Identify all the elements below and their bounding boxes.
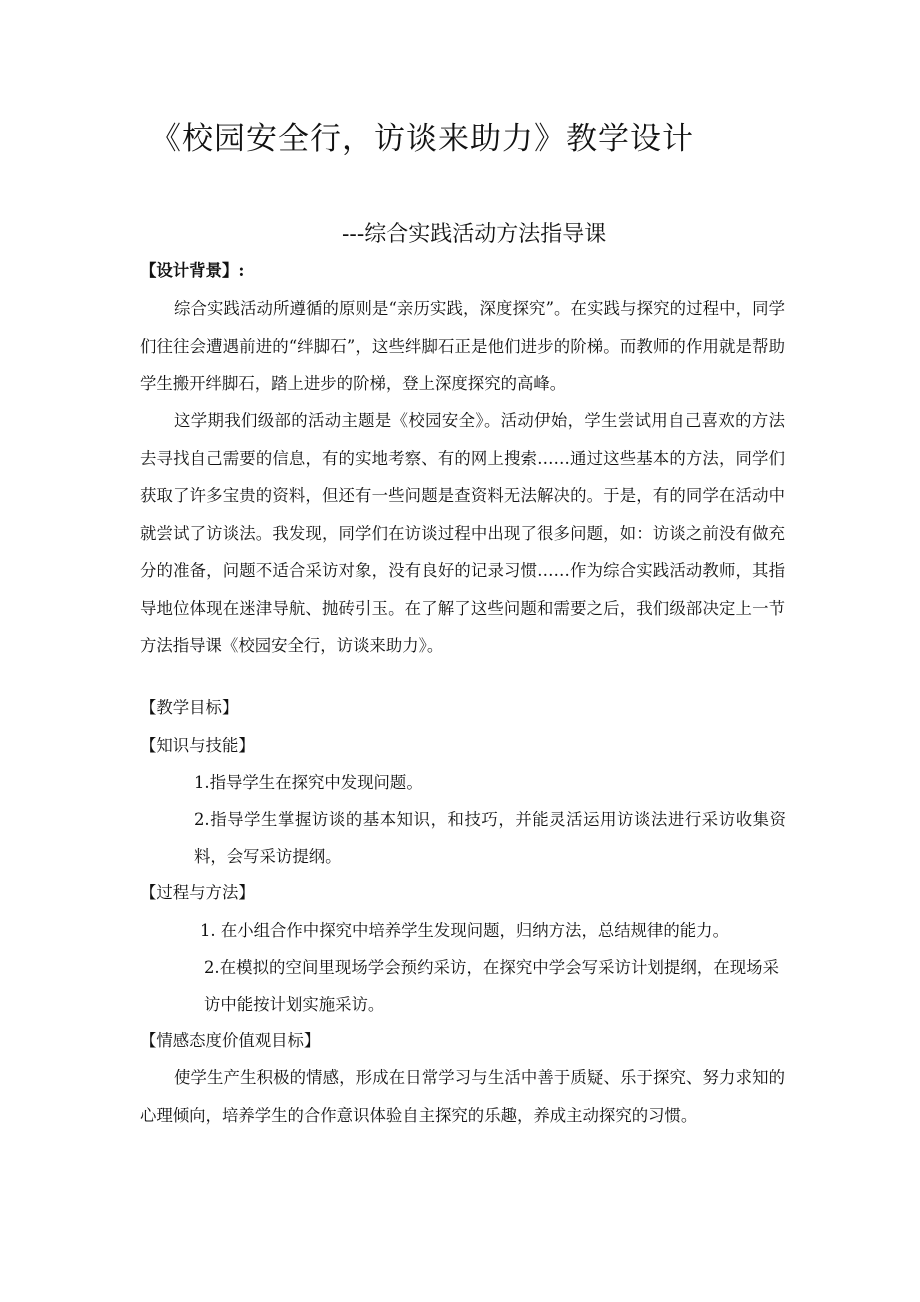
teaching-goals-heading: 【教学目标】 — [140, 698, 239, 717]
emotion-values-heading: 【情感态度价值观目标】 — [140, 1031, 321, 1050]
design-background-heading: 【设计背景】: — [140, 261, 245, 280]
knowledge-skills-heading: 【知识与技能】 — [140, 736, 255, 755]
process-method-heading: 【过程与方法】 — [140, 883, 255, 902]
process-method-item-2: 2.在模拟的空间里现场学会预约采访，在探究中学会写采访计划提纲，在现场采访中能按计划实施采访。 — [204, 958, 779, 1014]
document-subtitle: ---综合实践活动方法指导课 — [342, 222, 607, 247]
knowledge-skills-item-1: 1.指导学生在探究中发现问题。 — [194, 773, 423, 792]
knowledge-skills-item-2: 2.指导学生掌握访谈的基本知识，和技巧，并能灵活运用访谈法进行采访收集资料，会写采访提纲。 — [194, 810, 786, 866]
document-title: 《校园安全行，访谈来助力》教学设计 — [150, 121, 694, 157]
design-background-paragraph-1: 综合实践活动所遵循的原则是“亲历实践，深度探究”。在实践与探究的过程中，同学们往往会遭遇前进的“绊脚石”，这些绊脚石正是他们进步的阶梯。而教师的作用就是帮助学生搬开绊脚石，踏上进步的阶梯，登上深度探究的高峰。 — [140, 299, 785, 393]
design-background-paragraph-2: 这学期我们级部的活动主题是《校园安全》。活动伊始，学生尝试用自己喜欢的方法去寻找自己需要的信息，有的实地考察、有的网上搜索……通过这些基本的方法，同学们获取了许多宝贵的资料，但还有一些问题是查资料无法解决的。于是，有的同学在活动中就尝试了访谈法。我发现，同学们在访谈过程中出现了很多问题，如：访谈之前没有做充分的准备，问题不适合采访对象，没有良好的记录习惯……作为综合实践活动教师，其指导地位体现在迷津导航、抛砖引玉。在了解了这些问题和需要之后，我们级部决定上一节方法指导课《校园安全行，访谈来助力》。 — [140, 411, 785, 655]
emotion-values-paragraph: 使学生产生积极的情感，形成在日常学习与生活中善于质疑、乐于探究、努力求知的心理倾向，培养学生的合作意识体验自主探究的乐趣，养成主动探究的习惯。 — [140, 1068, 785, 1125]
process-method-item-1: 1. 在小组合作中探究中培养学生发现问题，归纳方法，总结规律的能力。 — [200, 921, 729, 940]
